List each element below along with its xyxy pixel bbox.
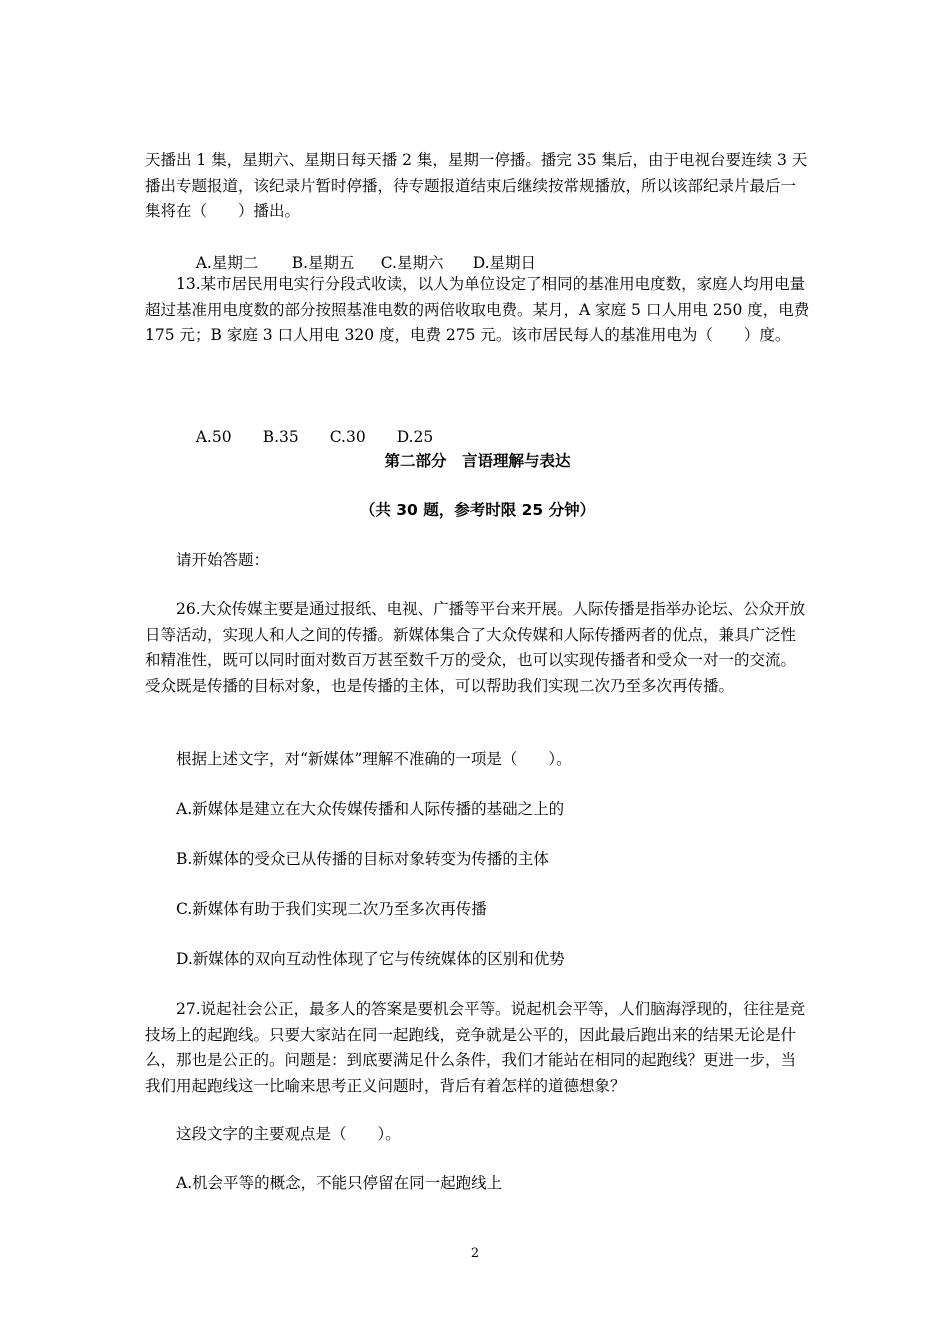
q12-continuation-text: 天播出 1 集，星期六、星期日每天播 2 集，星期一停播。播完 35 集后，由于电视台要连续 3 天播出专题报道，该纪录片暂时停播，待专题报道结束后继续按常规播放，所以该部纪录片最后一集将在（ ）播出。 [145,151,808,220]
q27-question: 这段文字的主要观点是（ ）。 [176,1125,401,1143]
section-intro: 请开始答题： [176,551,270,569]
q26-option-b: B.新媒体的受众已从传播的目标对象转变为传播的主体 [176,850,549,868]
q13-option-c: C.30 [329,427,366,446]
page-number: 2 [470,1246,480,1261]
q12-option-a: A.星期二 [195,253,259,272]
q26-option-a: A.新媒体是建立在大众传媒传播和人际传播的基础之上的 [176,800,565,818]
q13-text: 13.某市居民用电实行分段式收读，以人为单位设定了相同的基准用电度数，家庭人均用电量超过基准用电度数的部分按照基准电数的两倍收取电费。某月，A 家庭 5 口人用电 250 度，电费 175 元；B 家庭 3 口人用电 320 度，电费 275 元。该市居民每人的基准用电为（ ）度。 [145,275,810,344]
q12-option-b: B.星期五 [291,253,355,272]
q26-question: 根据上述文字，对“新媒体”理解不准确的一项是（ ）。 [176,750,572,768]
q26-option-c: C.新媒体有助于我们实现二次乃至多次再传播 [176,900,487,918]
q12-option-d: D.星期日 [472,253,537,272]
q26-text: 26.大众传媒主要是通过报纸、电视、广播等平台来开展。人际传播是指举办论坛、公众开放日等活动，实现人和人之间的传播。新媒体集合了大众传媒和人际传播两者的优点，兼具广泛性和精准性，既可以同时面对数百万甚至数千万的受众，也可以实现传播者和受众一对一的交流。受众既是传播的目标对象，也是传播的主体，可以帮助我们实现二次乃至多次再传播。 [145,600,806,695]
q26-option-d: D.新媒体的双向互动性体现了它与传统媒体的区别和优势 [176,950,565,968]
q12-option-c: C.星期六 [380,253,444,272]
q13-option-d: D.25 [396,427,434,446]
q27-option-a: A.机会平等的概念，不能只停留在同一起跑线上 [176,1174,503,1192]
q13-option-a: A.50 [195,427,232,446]
q27-text: 27.说起社会公正，最多人的答案是要机会平等。说起机会平等，人们脑海浮现的，往往是竞技场上的起跑线。只要大家站在同一起跑线，竞争就是公平的，因此最后跑出来的结果无论是什么，那也是公正的。问题是：到底要满足什么条件，我们才能站在相同的起跑线？更进一步，当我们用起跑线这一比喻来思考正义问题时，背后有着怎样的道德想象？ [145,1000,806,1095]
section-title: 第二部分 言语理解与表达 [384,452,571,470]
section-subtitle: （共 30 题，参考时限 25 分钟） [359,501,596,519]
q13-option-b: B.35 [262,427,299,446]
